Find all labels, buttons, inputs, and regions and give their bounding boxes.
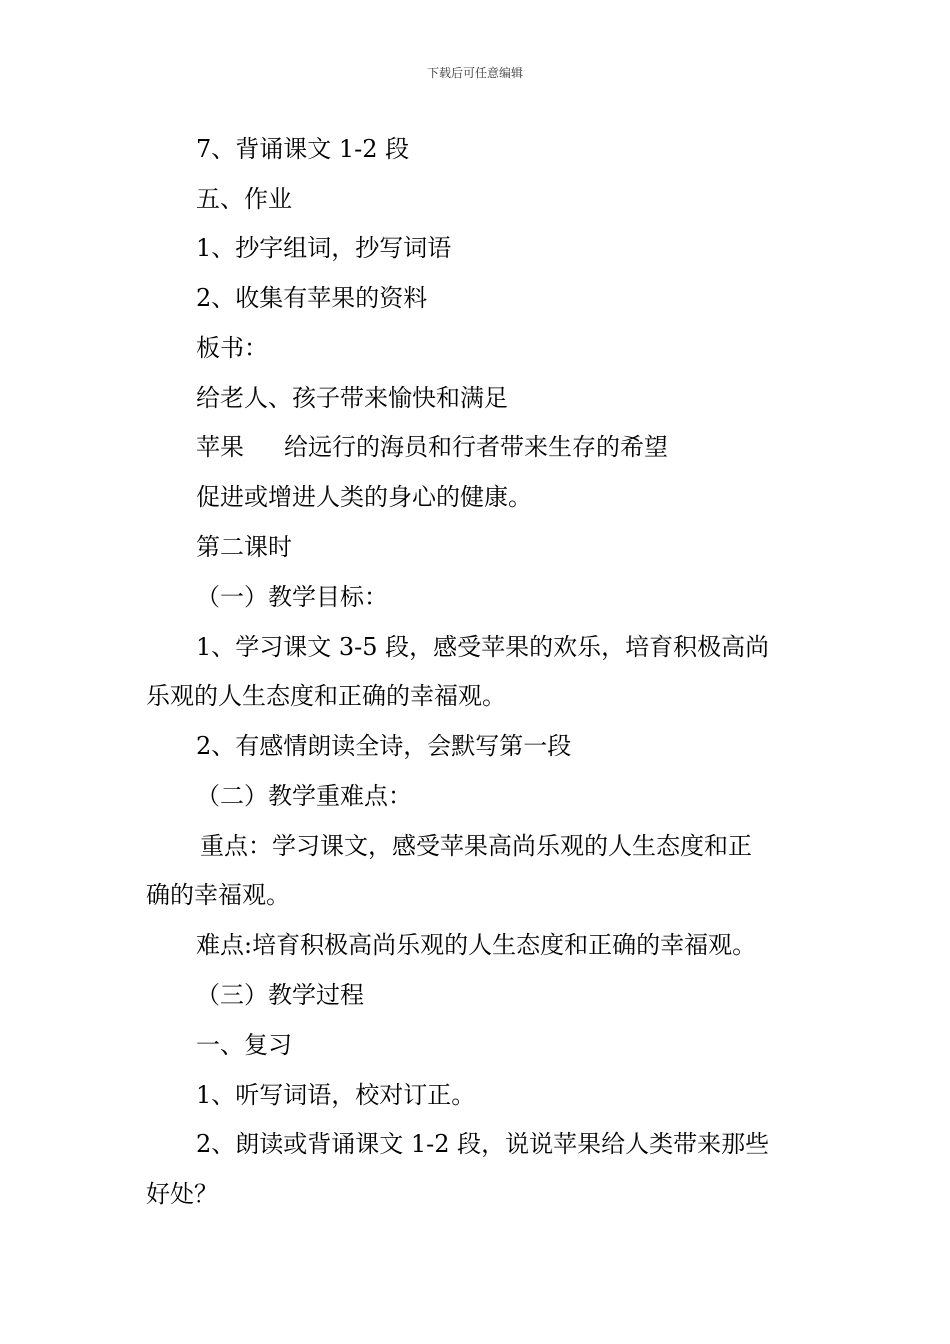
text-line: 1、听写词语，校对订正。 <box>196 1081 476 1109</box>
text-line: 难点:培育积极高尚乐观的人生态度和正确的幸福观。 <box>196 931 757 959</box>
board-label: 苹果 <box>196 433 244 461</box>
section-heading: 一、复习 <box>196 1031 292 1059</box>
text-line: 好处？ <box>146 1180 218 1208</box>
text-line: 重点：学习课文，感受苹果高尚乐观的人生态度和正 <box>200 832 752 860</box>
section-heading: 第二课时 <box>196 533 292 561</box>
text-line: 1、学习课文 3-5 段，感受苹果的欢乐，培育积极高尚 <box>196 633 770 661</box>
text-line: 确的幸福观。 <box>146 881 290 909</box>
board-text: 给远行的海员和行者带来生存的希望 <box>284 433 668 461</box>
text-line: 2、朗读或背诵课文 1-2 段，说说苹果给人类带来那些 <box>196 1130 770 1158</box>
text-line: 2、收集有苹果的资料 <box>196 284 428 312</box>
text-line: 乐观的人生态度和正确的幸福观。 <box>146 682 506 710</box>
text-line: （三）教学过程 <box>196 981 364 1009</box>
text-line: （二）教学重难点： <box>196 782 412 810</box>
section-heading: 五、作业 <box>196 185 292 213</box>
text-line: 1、抄字组词，抄写词语 <box>196 234 452 262</box>
page-header: 下载后可任意编辑 <box>426 66 523 80</box>
text-line: 2、有感情朗读全诗，会默写第一段 <box>196 732 572 760</box>
text-line: 7、背诵课文 1-2 段 <box>196 135 410 163</box>
text-line: （一）教学目标： <box>196 583 388 611</box>
text-line: 板书： <box>196 334 268 362</box>
text-line <box>196 432 668 462</box>
text-line: 给老人、孩子带来愉快和满足 <box>196 384 508 412</box>
text-line: 促进或增进人类的身心的健康。 <box>196 483 532 511</box>
